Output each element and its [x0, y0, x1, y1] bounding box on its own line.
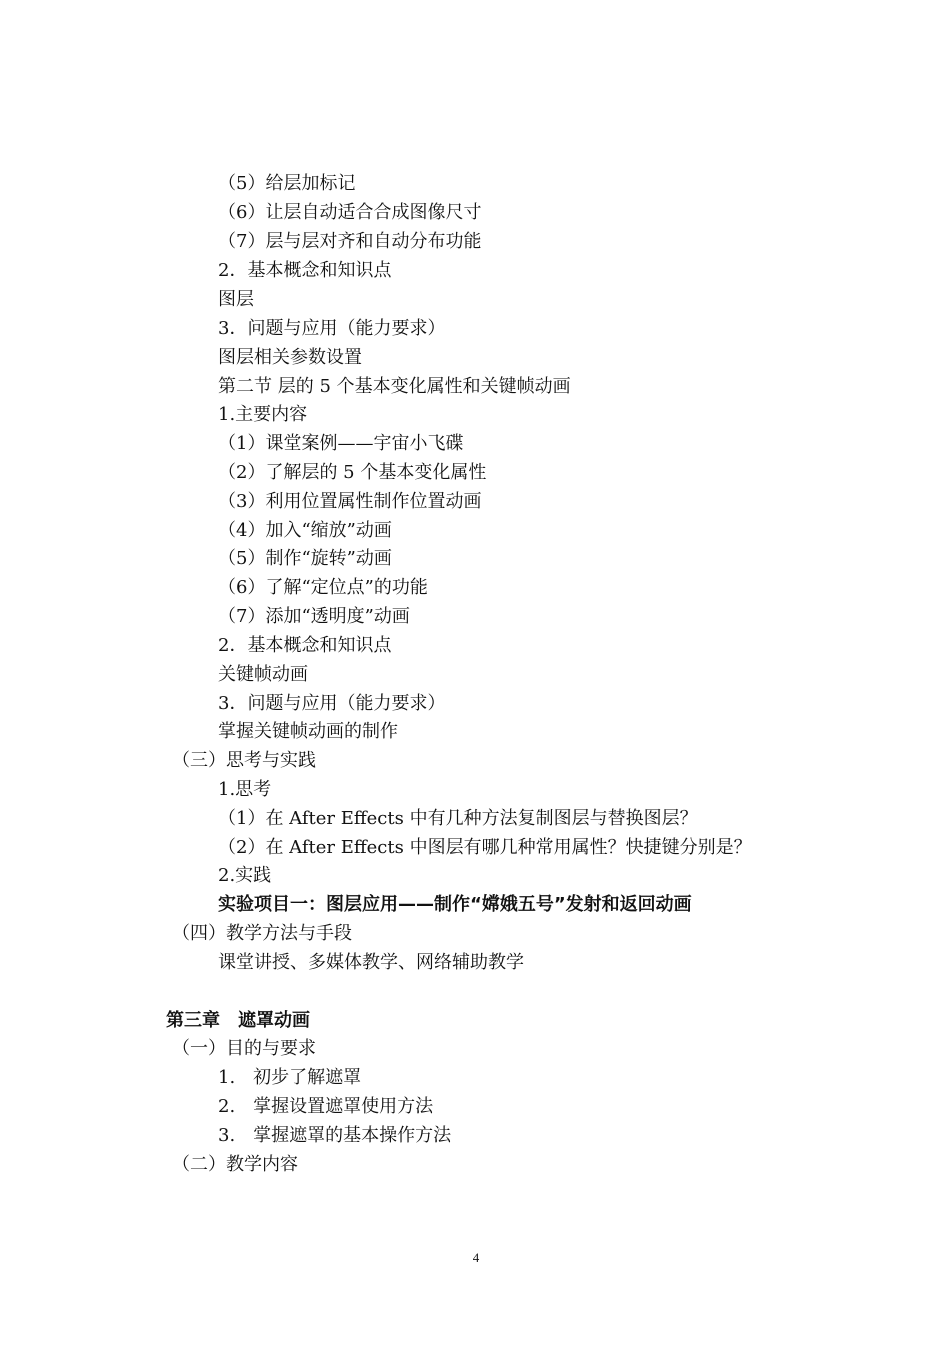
paragraph: 掌握关键帧动画的制作 — [218, 721, 398, 742]
list-item: （2）了解层的 5 个基本变化属性 — [218, 462, 487, 483]
subsection-heading: 1.思考 — [218, 779, 272, 800]
subsection-heading: 3．问题与应用（能力要求） — [218, 318, 446, 339]
list-item: （3）利用位置属性制作位置动画 — [218, 491, 482, 512]
list-item: （7）添加“透明度”动画 — [218, 606, 410, 627]
subsection-heading: 2.实践 — [218, 865, 272, 886]
list-item: （6）让层自动适合合成图像尺寸 — [218, 202, 482, 223]
list-item: 1. 初步了解遮罩 — [218, 1067, 362, 1088]
list-item: （5）制作“旋转”动画 — [218, 548, 392, 569]
section-heading: 第二节 层的 5 个基本变化属性和关键帧动画 — [218, 376, 571, 397]
subsection-heading: 2．基本概念和知识点 — [218, 635, 392, 656]
list-item: （6）了解“定位点”的功能 — [218, 577, 428, 598]
list-item: （1）在 After Effects 中有几种方法复制图层与替换图层？ — [218, 808, 698, 829]
chapter-title: 第三章 遮罩动画 — [166, 1010, 310, 1031]
paragraph: 图层相关参数设置 — [218, 347, 362, 368]
section-heading: （二）教学内容 — [172, 1154, 298, 1175]
list-item: （1）课堂案例——宇宙小飞碟 — [218, 433, 464, 454]
list-item: （4）加入“缩放”动画 — [218, 520, 392, 541]
subsection-heading: 1.主要内容 — [218, 404, 308, 425]
list-item: 3. 掌握遮罩的基本操作方法 — [218, 1125, 452, 1146]
list-item: （7）层与层对齐和自动分布功能 — [218, 231, 482, 252]
page-number: 4 — [472, 1250, 480, 1265]
paragraph: 图层 — [218, 289, 254, 310]
section-heading: （四）教学方法与手段 — [172, 923, 352, 944]
section-heading: （三）思考与实践 — [172, 750, 316, 771]
experiment-title: 实验项目一：图层应用——制作“嫦娥五号”发射和返回动画 — [218, 894, 692, 915]
subsection-heading: 2．基本概念和知识点 — [218, 260, 392, 281]
subsection-heading: 3．问题与应用（能力要求） — [218, 693, 446, 714]
paragraph: 关键帧动画 — [218, 664, 308, 685]
paragraph: 课堂讲授、多媒体教学、网络辅助教学 — [218, 952, 524, 973]
list-item: 2. 掌握设置遮罩使用方法 — [218, 1096, 434, 1117]
list-item: （2）在 After Effects 中图层有哪几种常用属性？快捷键分别是？ — [218, 837, 752, 858]
list-item: （5）给层加标记 — [218, 173, 356, 194]
section-heading: （一）目的与要求 — [172, 1038, 316, 1059]
